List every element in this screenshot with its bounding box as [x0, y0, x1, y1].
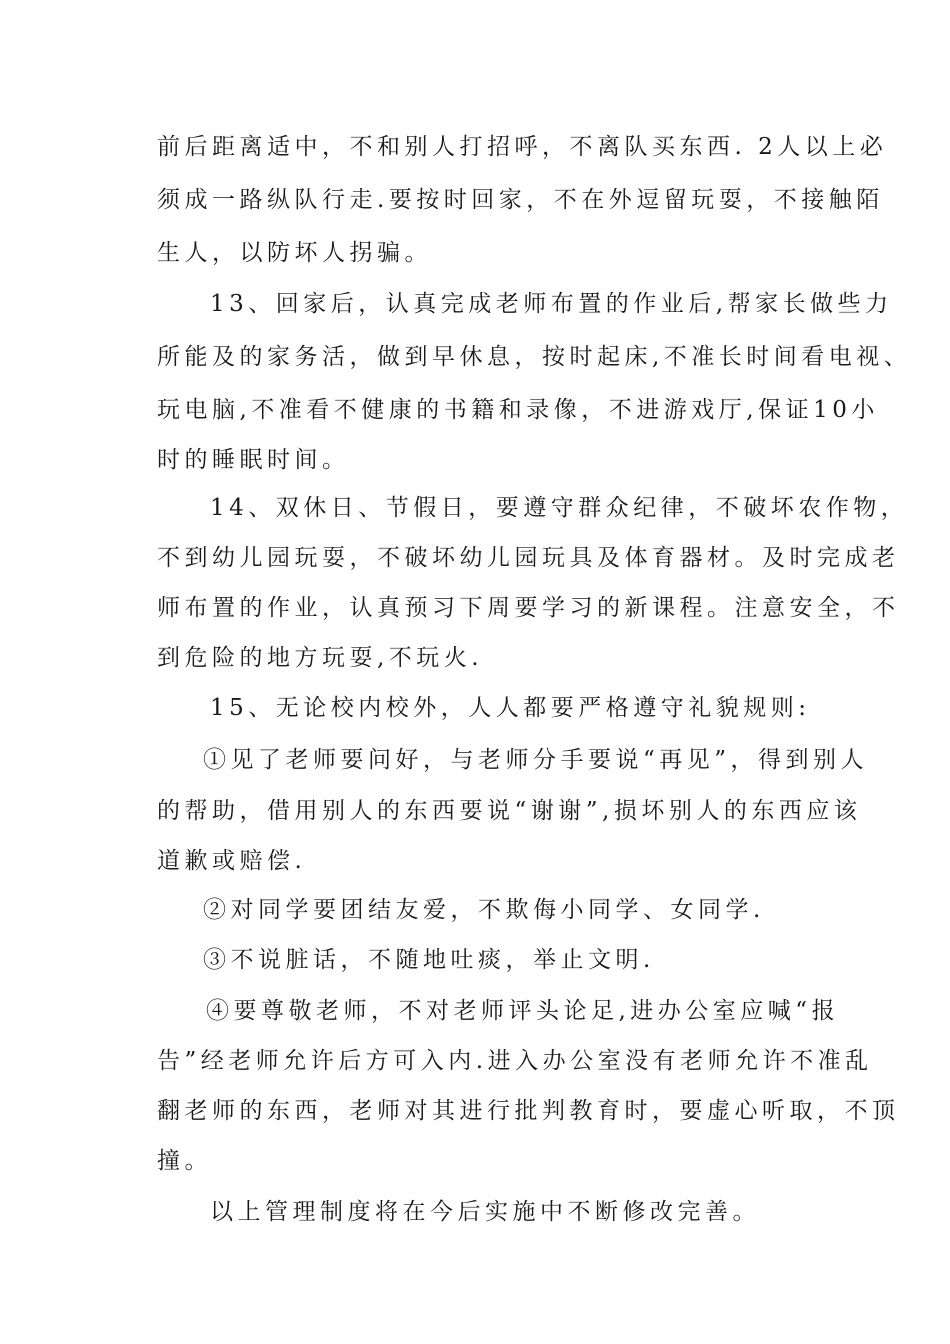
text-line: 须成一路纵队行走.要按时回家，不在外逗留玩耍，不接触陌	[157, 187, 884, 213]
text-line: 前后距离适中，不和别人打招呼，不离队买东西. 2人以上必	[157, 134, 888, 160]
text-line: 15、无论校内校外，人人都要严格遵守礼貌规则:	[210, 695, 811, 721]
text-line: 到危险的地方玩耍,不玩火.	[157, 645, 484, 671]
text-line: 生人，以防坏人拐骗。	[157, 240, 432, 266]
text-line: 以上管理制度将在今后实施中不断修改完善。	[210, 1199, 760, 1225]
text-line: 时的睡眠时间。	[157, 447, 350, 473]
text-line: 玩电脑,不准看不健康的书籍和录像，不进游戏厅,保证10小	[157, 397, 879, 423]
text-line: 所能及的家务活，做到早休息，按时起床,不准长时间看电视、	[157, 344, 912, 370]
text-line: 13、回家后，认真完成老师布置的作业后,帮家长做些力	[210, 291, 893, 317]
text-line: 撞。	[157, 1148, 212, 1174]
text-line: ④要尊敬老师，不对老师评头论足,进办公室应喊“报	[206, 998, 840, 1024]
text-line: 的帮助，借用别人的东西要说“谢谢”,损坏别人的东西应该	[157, 798, 862, 824]
text-line: 道歉或赔偿.	[157, 848, 307, 874]
text-line: ①见了老师要问好，与老师分手要说“再见”，得到别人	[203, 747, 869, 773]
text-line: 告”经老师允许后方可入内.进入办公室没有老师允许不准乱	[157, 1048, 873, 1074]
text-line: 不到幼儿园玩耍，不破坏幼儿园玩具及体育器材。及时完成老	[157, 545, 900, 571]
text-line: 翻老师的东西，老师对其进行批判教育时，要虚心听取，不顶	[157, 1098, 900, 1124]
text-line: 师布置的作业，认真预习下周要学习的新课程。注意安全，不	[157, 595, 900, 621]
text-line: ③不说脏话，不随地吐痰，举止文明.	[203, 947, 655, 973]
text-line: 14、双休日、节假日，要遵守群众纪律，不破坏农作物，	[210, 495, 909, 521]
text-line: ②对同学要团结友爱，不欺侮小同学、女同学.	[203, 897, 765, 923]
